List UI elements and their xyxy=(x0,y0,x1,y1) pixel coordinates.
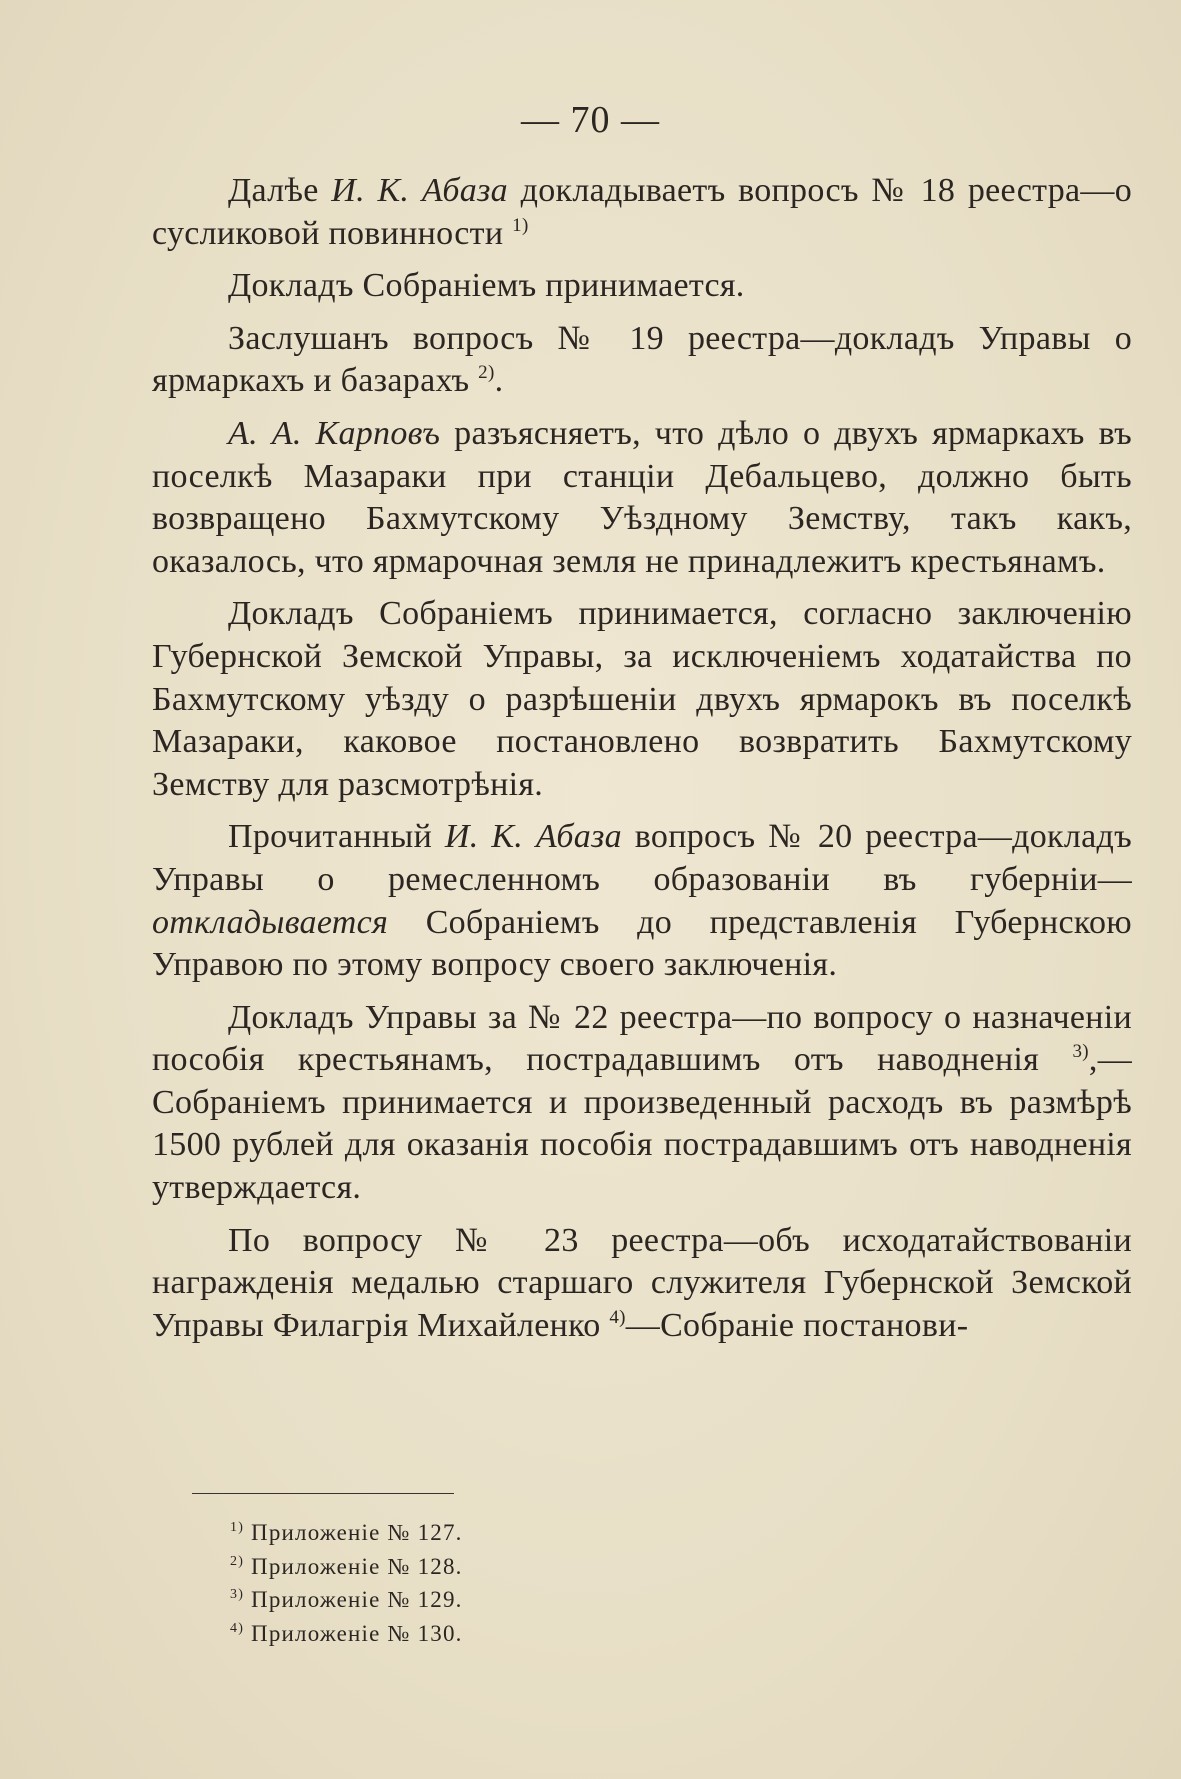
footnote-ref-1: 1) xyxy=(512,214,529,236)
paragraph-2: Докладъ Собраніемъ принимается. xyxy=(228,267,745,305)
emphasis: откладывается xyxy=(152,903,389,941)
speaker-name: А. А. Карповъ xyxy=(228,414,441,452)
speaker-name: И. К. Абаза xyxy=(331,172,508,209)
main-text xyxy=(152,170,1132,1357)
footnote: $^{4)}$ Приложеніе № 130. xyxy=(230,1620,463,1646)
paragraph-4: А. А. Карповъ разъясняетъ, что дѣло о двухъ ярмаркахъ въ поселкѣ Мазараки при станціи Дебальцево, должно быть возвращено Бахмутскому Уѣздному Земству, такъ какъ, оказалось, что ярмарочная земля не принадлежитъ крестьянамъ. xyxy=(152,414,1132,580)
paragraph-3: Заслушанъ вопросъ № 19 реестра—докладъ Управы о ярмаркахъ и базарахъ $^{2)}$. xyxy=(152,319,1132,400)
footnote: $^{1)}$ Приложеніе № 127. xyxy=(230,1520,463,1545)
paragraph-6: Прочитанный И. К. Абаза вопросъ № 20 реестра—докладъ Управы о ремесленномъ образованіи въ губерніи—откладывается Собраніемъ до представленія Губернскою Управою по этому вопросу своего заключенія. xyxy=(152,818,1132,984)
footnote: $^{2)}$ Приложеніе № 128. xyxy=(230,1553,463,1579)
footnote-divider xyxy=(192,1493,454,1494)
footnote-ref-3: 3) xyxy=(1072,1041,1089,1063)
speaker-name: И. К. Абаза xyxy=(444,818,622,856)
paragraph-5: Докладъ Собраніемъ принимается, согласно заключенію Губернской Земской Управы, за исключеніемъ ходатайства по Бахмутскому уѣзду о разрѣшеніи двухъ ярмарокъ въ поселкѣ Мазараки, каковое постановлено возвратить Бахмутскому Земству для разсмотрѣнія. xyxy=(152,595,1132,803)
paragraph-1: Далѣе И. К. Абаза докладываетъ вопросъ № 18 реестра—о сусликовой повинности $^{1)}$ xyxy=(152,172,1132,252)
footnote: $^{3)}$ Приложеніе № 129. xyxy=(230,1587,463,1612)
paragraph-7: Докладъ Управы за № 22 реестра—по вопросу о назначеніи пособія крестьянамъ, пострадавшимъ отъ наводненія $^{3)}$,—Собраніемъ принимается и произведенный расходъ въ размѣрѣ 1500 рублей для оказанія пособія пострадавшимъ отъ наводненія утверждается. xyxy=(152,998,1132,1207)
footnote-ref-2: 2) xyxy=(478,362,495,384)
footnotes xyxy=(230,1516,830,1650)
paragraph-8: По вопросу № 23 реестра—объ исходатайствованіи награжденія медалью старшаго служителя Губернской Земской Управы Филагрія Михайленко $^{4)}$—Собраніе постанови- xyxy=(152,1221,1132,1344)
footnote-ref-4: 4) xyxy=(609,1306,626,1328)
page-number: — 70 — xyxy=(521,99,660,141)
